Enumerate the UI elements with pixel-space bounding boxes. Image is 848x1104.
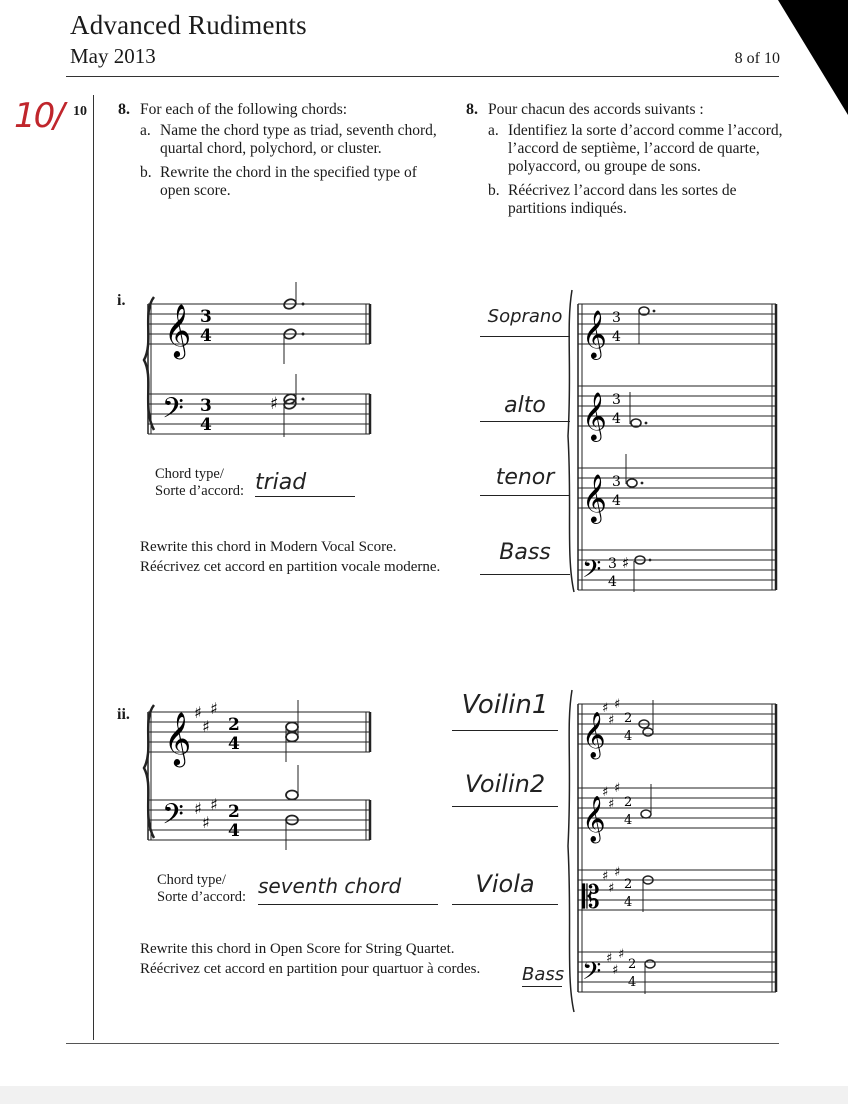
question-number: 8. [118,101,130,118]
corner-fold [778,0,848,115]
svg-text:♯: ♯ [602,869,609,884]
part-ii-string-score [562,686,782,1016]
page-bottom-shadow [0,1086,848,1104]
part-ii-label: ii. [117,706,130,723]
part-i-chord-type-label [155,466,244,500]
svg-text:♯: ♯ [194,799,202,818]
svg-text:3: 3 [200,307,212,327]
part-i-vocal-score [562,286,782,596]
svg-text:4: 4 [612,493,621,509]
svg-text:♯: ♯ [606,951,613,966]
sub-b-label: b. [140,164,152,181]
instruction-en: Rewrite this chord in Modern Vocal Score. [140,539,397,555]
question-number-fr: 8. [466,101,478,118]
part-i-instruction [140,537,440,577]
svg-text:2: 2 [624,795,633,810]
grade-mark: 10/ [14,96,63,136]
svg-text:4: 4 [612,411,621,427]
svg-text:3: 3 [612,392,621,408]
question-english [118,101,438,200]
svg-text:4: 4 [624,729,633,744]
alto-clef-icon: 𝄡 [582,878,600,916]
treble-clef-icon: 𝄞 [582,309,607,358]
voice-label-alto: alto [480,393,570,422]
voice-label-tenor: tenor [480,465,570,496]
part-ii-chord-type-label [157,872,246,906]
svg-text:♯: ♯ [622,554,630,572]
instrument-label-viola: Viola [452,870,558,905]
svg-text:♯: ♯ [270,394,279,414]
svg-text:♯: ♯ [608,713,615,728]
page-title: Advanced Rudiments [70,10,307,40]
sub-b-label-fr: b. [488,182,500,199]
svg-text:3: 3 [200,396,212,416]
svg-text:♯: ♯ [614,865,621,880]
question-prompt: For each of the following chords: [140,101,348,118]
part-i-label: i. [117,292,126,309]
svg-text:♯: ♯ [614,697,621,712]
treble-clef-icon: 𝄞 [582,712,606,758]
sub-b-text-fr: Réécrivez l’accord dans les sortes de partitions indiqués. [508,182,737,217]
bass-clef-icon: 𝄢 [582,555,602,590]
margin-rule [93,95,94,1040]
treble-clef-icon: 𝄞 [582,796,606,842]
chord-type-en: Chord type/ [157,872,226,888]
svg-text:2: 2 [228,802,240,822]
svg-text:4: 4 [200,415,212,435]
svg-text:♯: ♯ [602,785,609,800]
bass-clef-icon: 𝄢 [582,957,602,992]
svg-text:2: 2 [628,957,637,972]
treble-clef-icon: 𝄞 [582,473,607,522]
page-number: 8 of 10 [734,50,780,67]
sub-a-text-fr: Identifiez la sorte d’accord comme l’accord, l’accord de septième, l’accord de quarte, polyaccord, ou groupe de sons. [508,122,783,175]
svg-text:♯: ♯ [602,701,609,716]
part-i-answer: triad [255,470,355,497]
instruction-fr: Réécrivez cet accord en partition vocale moderne. [140,559,441,575]
sub-a-text: Name the chord type as triad, seventh chord, quartal chord, polychord, or cluster. [160,122,437,157]
svg-text:♯: ♯ [608,797,615,812]
svg-text:4: 4 [612,329,621,345]
svg-text:♯: ♯ [614,781,621,796]
instruction-fr: Réécrivez cet accord en partition pour quartuor à cordes. [140,961,481,977]
svg-text:♯: ♯ [194,703,202,722]
svg-text:♯: ♯ [612,963,619,978]
svg-text:2: 2 [624,877,633,892]
chord-type-en: Chord type/ [155,466,224,482]
points-value: 10 [73,104,87,119]
treble-clef-icon: 𝄞 [582,391,607,440]
svg-text:♯: ♯ [202,717,210,736]
part-ii-instruction [140,939,480,979]
question-french [466,101,786,218]
svg-text:♯: ♯ [210,699,218,718]
treble-clef-icon: 𝄞 [164,303,192,357]
question-prompt-fr: Pour chacun des accords suivants : [488,101,704,118]
svg-text:2: 2 [228,715,240,735]
svg-text:3: 3 [612,310,621,326]
svg-text:4: 4 [624,895,633,910]
svg-text:4: 4 [608,574,617,590]
voice-label-soprano: Soprano [480,306,570,337]
instruction-en: Rewrite this chord in Open Score for String Quartet. [140,941,455,957]
voice-label-bass: Bass [480,540,570,575]
svg-text:4: 4 [200,326,212,346]
svg-text:♯: ♯ [618,947,625,962]
svg-text:4: 4 [228,734,240,754]
part-ii-grand-staff [140,690,380,850]
bass-clef-icon: 𝄢 [162,392,184,432]
treble-clef-icon: 𝄞 [164,711,192,765]
instrument-label-violin2: Voilin2 [452,770,558,807]
chord-type-fr: Sorte d’accord: [155,483,244,499]
sub-a-label-fr: a. [488,122,499,139]
svg-text:3: 3 [612,474,621,490]
part-i-grand-staff [140,282,380,442]
sub-a-label: a. [140,122,151,139]
exam-date: May 2013 [70,44,156,68]
sub-b-text: Rewrite the chord in the specified type of open score. [160,164,417,199]
svg-text:4: 4 [624,813,633,828]
svg-text:♯: ♯ [202,813,210,832]
svg-text:4: 4 [228,821,240,841]
bass-clef-icon: 𝄢 [162,798,184,838]
part-ii-answer: seventh chord [258,874,438,905]
svg-text:♯: ♯ [608,881,615,896]
svg-text:2: 2 [624,711,633,726]
svg-text:4: 4 [628,975,637,990]
header-rule [66,76,779,77]
instrument-label-violin1: Voilin1 [452,690,558,731]
svg-text:♯: ♯ [210,795,218,814]
instrument-label-bass: Bass [522,964,565,985]
chord-type-fr: Sorte d’accord: [157,889,246,905]
footer-rule [66,1043,779,1044]
svg-text:3: 3 [608,556,617,572]
